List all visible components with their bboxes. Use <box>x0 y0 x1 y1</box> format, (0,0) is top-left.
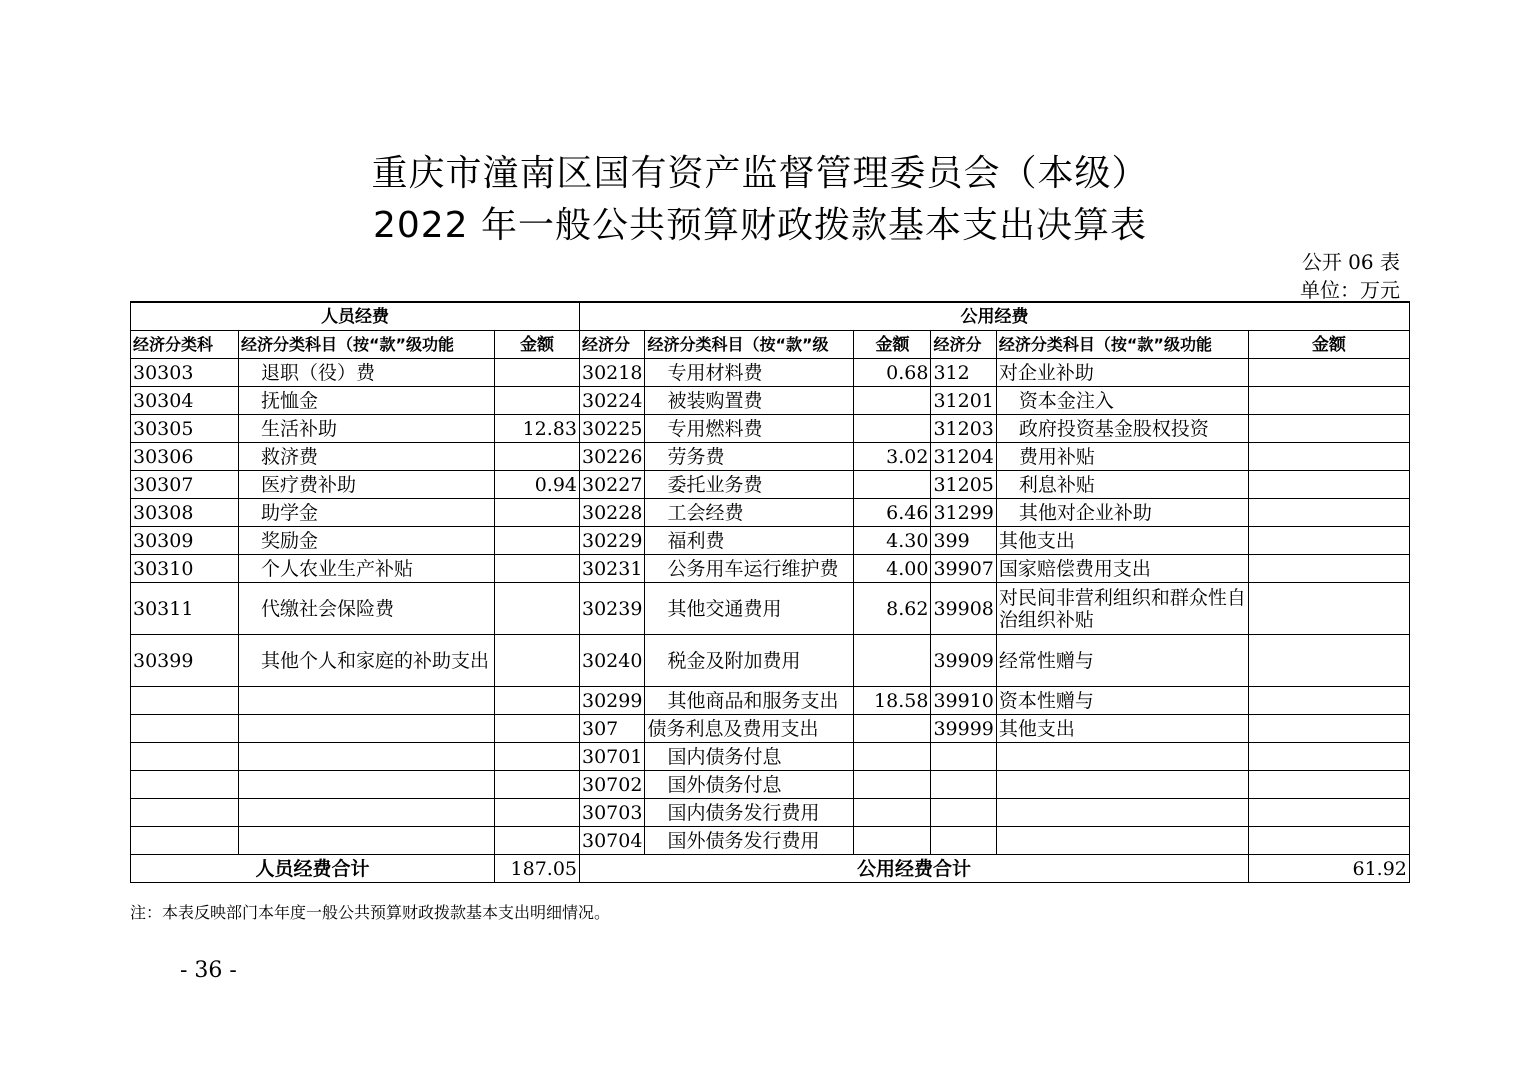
a-amount: 18.58 <box>854 687 931 715</box>
a-name: 国外债务发行费用 <box>645 827 854 855</box>
a-name: 公务用车运行维护费 <box>645 555 854 583</box>
a-amount <box>854 743 931 771</box>
unit-label: 单位：万元 <box>1300 278 1400 302</box>
table-row <box>131 583 1410 635</box>
p-amount <box>495 687 580 715</box>
table-row <box>131 715 1410 743</box>
b-amount <box>1248 583 1409 635</box>
b-name: 对民间非营利组织和群众性自治组织补贴 <box>996 583 1248 635</box>
b-code: 39910 <box>931 687 996 715</box>
a-name: 专用材料费 <box>645 359 854 387</box>
group-header-public: 公用经费 <box>580 302 1410 331</box>
col-header-p-amount: 金额 <box>495 331 580 359</box>
p-code: 30304 <box>131 387 239 415</box>
a-code: 30224 <box>580 387 645 415</box>
a-amount <box>854 415 931 443</box>
p-amount <box>495 555 580 583</box>
public-total-amount: 61.92 <box>1248 855 1409 883</box>
b-amount <box>1248 555 1409 583</box>
b-name: 其他对企业补助 <box>996 499 1248 527</box>
p-code <box>131 743 239 771</box>
a-code: 30702 <box>580 771 645 799</box>
a-code: 30218 <box>580 359 645 387</box>
a-code: 30704 <box>580 827 645 855</box>
p-amount <box>495 743 580 771</box>
personnel-total-amount: 187.05 <box>495 855 580 883</box>
b-code <box>931 743 996 771</box>
a-name: 被装购置费 <box>645 387 854 415</box>
b-code <box>931 771 996 799</box>
p-name: 奖励金 <box>239 527 495 555</box>
p-amount <box>495 527 580 555</box>
table-row <box>131 443 1410 471</box>
b-name <box>996 743 1248 771</box>
table-row <box>131 415 1410 443</box>
p-name: 生活补助 <box>239 415 495 443</box>
a-code: 30229 <box>580 527 645 555</box>
col-header-b-code: 经济分 <box>931 331 996 359</box>
b-amount <box>1248 499 1409 527</box>
b-code: 31204 <box>931 443 996 471</box>
p-name: 代缴社会保险费 <box>239 583 495 635</box>
b-amount <box>1248 687 1409 715</box>
b-code: 39909 <box>931 635 996 687</box>
p-code <box>131 827 239 855</box>
p-amount <box>495 635 580 687</box>
b-name: 资本性赠与 <box>996 687 1248 715</box>
a-name: 委托业务费 <box>645 471 854 499</box>
p-amount <box>495 715 580 743</box>
p-name: 医疗费补助 <box>239 471 495 499</box>
a-amount <box>854 771 931 799</box>
a-amount <box>854 635 931 687</box>
a-code: 30240 <box>580 635 645 687</box>
footnote: 注：本表反映部门本年度一般公共预算财政拨款基本支出明细情况。 <box>130 903 611 922</box>
page-number: - 36 - <box>180 958 237 983</box>
a-code: 30299 <box>580 687 645 715</box>
table-row <box>131 555 1410 583</box>
p-amount <box>495 583 580 635</box>
b-name <box>996 799 1248 827</box>
p-name <box>239 715 495 743</box>
p-code: 30310 <box>131 555 239 583</box>
a-name: 其他交通费用 <box>645 583 854 635</box>
table-row <box>131 359 1410 387</box>
p-code <box>131 715 239 743</box>
b-code: 31299 <box>931 499 996 527</box>
table-row <box>131 799 1410 827</box>
b-amount <box>1248 715 1409 743</box>
b-amount <box>1248 471 1409 499</box>
p-code: 30309 <box>131 527 239 555</box>
b-name <box>996 771 1248 799</box>
p-amount <box>495 387 580 415</box>
a-amount: 6.46 <box>854 499 931 527</box>
a-amount: 3.02 <box>854 443 931 471</box>
page-title-line-2: 2022 年一般公共预算财政拨款基本支出决算表 <box>372 205 1148 246</box>
table-row <box>131 499 1410 527</box>
p-name: 其他个人和家庭的补助支出 <box>239 635 495 687</box>
a-code: 30226 <box>580 443 645 471</box>
b-name: 政府投资基金股权投资 <box>996 415 1248 443</box>
col-header-b-name: 经济分类科目（按“款”级功能 <box>996 331 1248 359</box>
col-header-p-code: 经济分类科 <box>131 331 239 359</box>
b-amount <box>1248 443 1409 471</box>
b-name: 对企业补助 <box>996 359 1248 387</box>
b-code: 39907 <box>931 555 996 583</box>
b-amount <box>1248 799 1409 827</box>
col-header-a-amount: 金额 <box>854 331 931 359</box>
a-code: 307 <box>580 715 645 743</box>
b-code <box>931 827 996 855</box>
b-amount <box>1248 415 1409 443</box>
b-name: 国家赔偿费用支出 <box>996 555 1248 583</box>
table-code: 公开 06 表 <box>1301 250 1400 274</box>
p-name: 退职（役）费 <box>239 359 495 387</box>
b-name: 经常性赠与 <box>996 635 1248 687</box>
personnel-total-label: 人员经费合计 <box>131 855 495 883</box>
table-row <box>131 687 1410 715</box>
p-name <box>239 771 495 799</box>
b-code <box>931 799 996 827</box>
a-name: 国外债务付息 <box>645 771 854 799</box>
p-code: 30303 <box>131 359 239 387</box>
a-name: 债务利息及费用支出 <box>645 715 854 743</box>
b-code: 31203 <box>931 415 996 443</box>
p-code: 30305 <box>131 415 239 443</box>
b-amount <box>1248 743 1409 771</box>
expenditure-table <box>130 301 1410 883</box>
a-code: 30227 <box>580 471 645 499</box>
col-header-a-code: 经济分 <box>580 331 645 359</box>
a-code: 30701 <box>580 743 645 771</box>
p-code <box>131 771 239 799</box>
a-name: 福利费 <box>645 527 854 555</box>
p-name <box>239 827 495 855</box>
b-code: 39999 <box>931 715 996 743</box>
a-code: 30225 <box>580 415 645 443</box>
p-name <box>239 799 495 827</box>
p-code: 30307 <box>131 471 239 499</box>
a-amount: 4.00 <box>854 555 931 583</box>
p-code: 30399 <box>131 635 239 687</box>
table-row <box>131 635 1410 687</box>
p-amount <box>495 443 580 471</box>
p-amount <box>495 771 580 799</box>
b-name: 其他支出 <box>996 527 1248 555</box>
a-amount: 8.62 <box>854 583 931 635</box>
b-name: 其他支出 <box>996 715 1248 743</box>
p-code: 30311 <box>131 583 239 635</box>
b-amount <box>1248 387 1409 415</box>
a-name: 专用燃料费 <box>645 415 854 443</box>
table-row <box>131 387 1410 415</box>
col-header-b-amount: 金额 <box>1248 331 1409 359</box>
a-code: 30228 <box>580 499 645 527</box>
p-amount <box>495 359 580 387</box>
b-code: 312 <box>931 359 996 387</box>
b-code: 39908 <box>931 583 996 635</box>
p-code <box>131 687 239 715</box>
a-amount <box>854 471 931 499</box>
b-amount <box>1248 359 1409 387</box>
table-row <box>131 743 1410 771</box>
p-name: 救济费 <box>239 443 495 471</box>
p-amount: 12.83 <box>495 415 580 443</box>
b-name: 利息补贴 <box>996 471 1248 499</box>
b-code: 31201 <box>931 387 996 415</box>
p-amount <box>495 499 580 527</box>
totals-row <box>131 855 1410 883</box>
p-amount <box>495 827 580 855</box>
table-row <box>131 527 1410 555</box>
table-row <box>131 771 1410 799</box>
table-row <box>131 471 1410 499</box>
b-code: 399 <box>931 527 996 555</box>
b-name <box>996 827 1248 855</box>
a-name: 劳务费 <box>645 443 854 471</box>
a-name: 国内债务付息 <box>645 743 854 771</box>
p-amount <box>495 799 580 827</box>
b-name: 资本金注入 <box>996 387 1248 415</box>
b-amount <box>1248 771 1409 799</box>
a-name: 国内债务发行费用 <box>645 799 854 827</box>
p-name <box>239 743 495 771</box>
a-code: 30239 <box>580 583 645 635</box>
a-amount: 0.68 <box>854 359 931 387</box>
b-code: 31205 <box>931 471 996 499</box>
table-row <box>131 827 1410 855</box>
a-amount <box>854 799 931 827</box>
b-name: 费用补贴 <box>996 443 1248 471</box>
a-name: 工会经费 <box>645 499 854 527</box>
page-title-line-1: 重庆市潼南区国有资产监督管理委员会（本级） <box>371 153 1149 194</box>
b-amount <box>1248 827 1409 855</box>
p-code <box>131 799 239 827</box>
p-amount: 0.94 <box>495 471 580 499</box>
a-amount <box>854 827 931 855</box>
p-name: 抚恤金 <box>239 387 495 415</box>
a-amount <box>854 387 931 415</box>
p-name <box>239 687 495 715</box>
a-amount <box>854 715 931 743</box>
p-name: 个人农业生产补贴 <box>239 555 495 583</box>
a-name: 税金及附加费用 <box>645 635 854 687</box>
a-name: 其他商品和服务支出 <box>645 687 854 715</box>
a-code: 30231 <box>580 555 645 583</box>
b-amount <box>1248 527 1409 555</box>
col-header-a-name: 经济分类科目（按“款”级 <box>645 331 854 359</box>
p-code: 30308 <box>131 499 239 527</box>
public-total-label: 公用经费合计 <box>580 855 1249 883</box>
p-name: 助学金 <box>239 499 495 527</box>
group-header-personnel: 人员经费 <box>131 302 580 331</box>
p-code: 30306 <box>131 443 239 471</box>
a-amount: 4.30 <box>854 527 931 555</box>
b-amount <box>1248 635 1409 687</box>
col-header-p-name: 经济分类科目（按“款”级功能 <box>239 331 495 359</box>
a-code: 30703 <box>580 799 645 827</box>
